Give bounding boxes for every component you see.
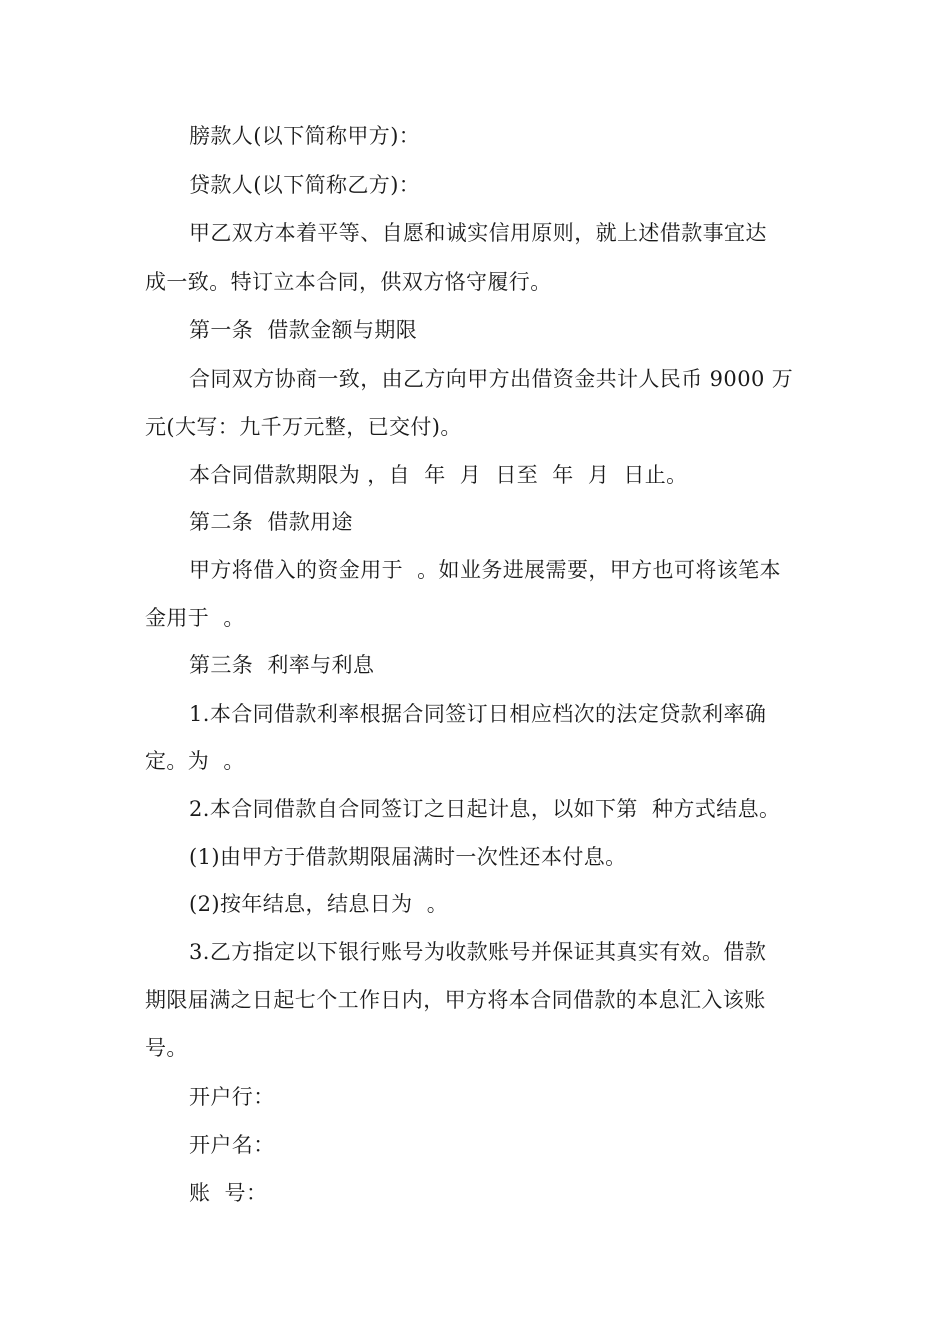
paragraph-line: 本合同借款期限为 ，自 年 月 日至 年 月 日止。 <box>189 463 688 487</box>
article-heading-2: 第二条 借款用途 <box>189 510 353 534</box>
list-item: (2)按年结息，结息日为 。 <box>189 892 449 916</box>
borrower-line: 膀款人(以下简称甲方)： <box>189 124 421 148</box>
paragraph-line: 金用于 。 <box>145 606 245 630</box>
paragraph-line: 2.本合同借款自合同签订之日起计息，以如下第 种方式结息。 <box>189 797 781 821</box>
account-name-field: 开户名： <box>189 1133 275 1157</box>
paragraph-line: 期限届满之日起七个工作日内，甲方将本合同借款的本息汇入该账 <box>145 988 766 1012</box>
paragraph-line: 成一致。特订立本合同，供双方恪守履行。 <box>145 270 552 294</box>
paragraph-line: 号。 <box>145 1036 188 1060</box>
list-item: (1)由甲方于借款期限届满时一次性还本付息。 <box>189 845 627 869</box>
lender-line: 贷款人(以下简称乙方)： <box>189 173 421 197</box>
article-heading-3: 第三条 利率与利息 <box>189 653 375 677</box>
paragraph-line: 3.乙方指定以下银行账号为收款账号并保证其真实有效。借款 <box>189 940 767 964</box>
paragraph-line: 元(大写：九千万元整，已交付)。 <box>145 415 462 439</box>
account-number-field: 账 号： <box>189 1181 268 1205</box>
article-heading-1: 第一条 借款金额与期限 <box>189 318 418 342</box>
paragraph-line: 甲乙双方本着平等、自愿和诚实信用原则，就上述借款事宜达 <box>189 221 767 245</box>
bank-name-field: 开户行： <box>189 1085 275 1109</box>
paragraph-line: 定。为 。 <box>145 749 245 773</box>
paragraph-line: 1.本合同借款利率根据合同签订日相应档次的法定贷款利率确 <box>189 702 767 726</box>
paragraph-line: 合同双方协商一致，由乙方向甲方出借资金共计人民币 9000 万 <box>189 367 794 391</box>
paragraph-line: 甲方将借入的资金用于 。如业务进展需要，甲方也可将该笔本 <box>189 558 781 582</box>
